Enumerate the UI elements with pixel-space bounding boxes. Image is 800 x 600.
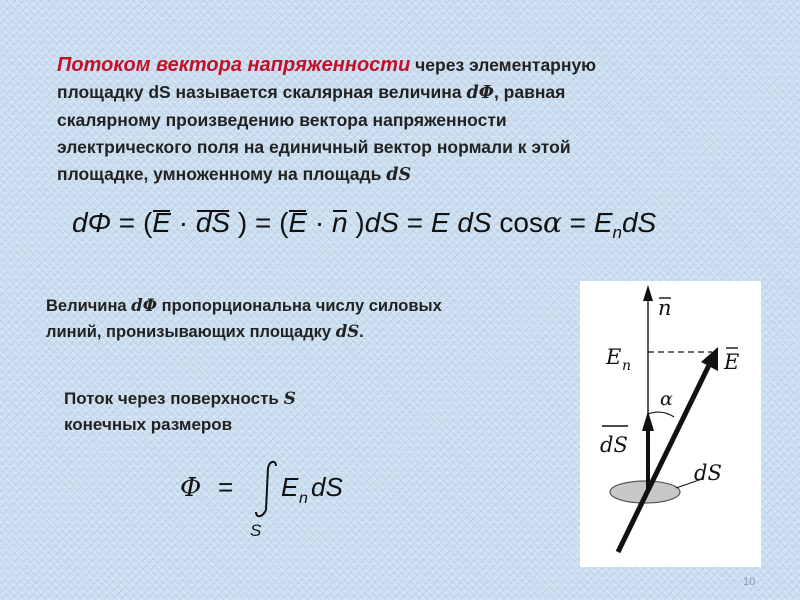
proportionality-line-2-pre: линий, пронизывающих площадку (46, 323, 336, 341)
surface-s-symbol: S (283, 389, 296, 409)
formula-dphi: dΦ (72, 207, 112, 238)
flux-diagram (580, 281, 761, 567)
proportionality-line-2 (46, 319, 546, 345)
ds-label: dS (694, 461, 722, 485)
formula-vector-e-1: E (152, 207, 171, 238)
formula-dot-1: · (178, 207, 189, 238)
alpha-label: α (660, 388, 673, 410)
definition-line-5-pre: площадке, умноженному на площадь (57, 164, 387, 184)
flux-diagram-svg (580, 281, 761, 567)
formula-lparen-2: ( (279, 207, 289, 238)
proportionality-dphi-symbol: dΦ (131, 296, 158, 315)
definition-line-2-pre: площадку dS называется скалярная величина (57, 82, 467, 102)
alpha-arc (648, 412, 674, 417)
formula-equals-2: = (254, 207, 272, 238)
formula-rparen-1: ) (237, 207, 248, 238)
formula-ds-3: dS (621, 207, 657, 238)
formula-equals-3: = (406, 207, 424, 238)
integral-ds: dS (311, 472, 343, 502)
proportionality-ds-symbol: dS (335, 322, 360, 341)
definition-line-3: скалярному произведению вектора напряженности (57, 110, 507, 130)
formula-dot-2: · (314, 207, 325, 238)
en-label: E (606, 345, 622, 369)
definition-line-5 (57, 161, 777, 189)
formula-ds-1: dS (364, 207, 399, 238)
formula-vector-n: n (332, 207, 348, 238)
formula-rparen-2: ) (355, 207, 365, 238)
integral-lower-limit: S (250, 521, 262, 540)
main-formula (72, 206, 656, 243)
integral-e: E (281, 472, 299, 502)
ds-symbol: dS (386, 165, 412, 185)
definition-line-4: электрического поля на единичный вектор нормали к этой (57, 137, 571, 157)
formula-ds-2: dS (457, 207, 492, 238)
definition-highlight: Потоком вектора напряженности (57, 54, 411, 76)
formula-lparen-1: ( (142, 207, 153, 238)
proportionality-pre: Величина (46, 297, 132, 315)
integral-formula (180, 458, 380, 542)
formula-e-scalar: E (430, 207, 450, 238)
page-number: 10 (743, 576, 756, 588)
definition-line-1 (57, 52, 777, 79)
formula-sub-n: n (612, 223, 622, 242)
finite-flux-pre: Поток через поверхность (64, 389, 284, 408)
finite-flux-line-1 (64, 386, 394, 412)
integral-sub-n: n (299, 490, 308, 507)
ds-vector-label: dS (600, 433, 628, 457)
formula-vector-ds: dS (195, 207, 231, 238)
proportionality-line-1 (46, 293, 546, 319)
normal-label: n (658, 296, 672, 320)
formula-alpha: α (542, 206, 562, 239)
integral-phi: Φ (180, 473, 202, 503)
dphi-symbol: dΦ (466, 83, 494, 103)
integral-sign-icon (256, 462, 276, 517)
formula-equals-4: = (569, 207, 587, 238)
formula-equals-1: = (118, 207, 136, 238)
definition-paragraph (57, 52, 777, 189)
proportionality-paragraph (46, 293, 546, 345)
definition-line-2 (57, 79, 777, 107)
field-label: E (724, 350, 740, 374)
proportionality-line-2-post: . (359, 323, 364, 341)
formula-cos: cos (499, 207, 543, 238)
definition-line-2-post: , равная (493, 82, 566, 102)
integral-equals: = (218, 472, 234, 502)
formula-vector-e-2: E (288, 207, 308, 238)
en-sub-label: n (622, 358, 632, 374)
definition-line-1-rest: через элементарную (410, 55, 597, 75)
finite-flux-line-2: конечных размеров (64, 415, 233, 434)
formula-e-n: E (593, 207, 613, 238)
finite-flux-paragraph (64, 386, 394, 438)
proportionality-mid: пропорциональна числу силовых (157, 297, 442, 315)
normal-arrowhead-icon (643, 285, 653, 301)
